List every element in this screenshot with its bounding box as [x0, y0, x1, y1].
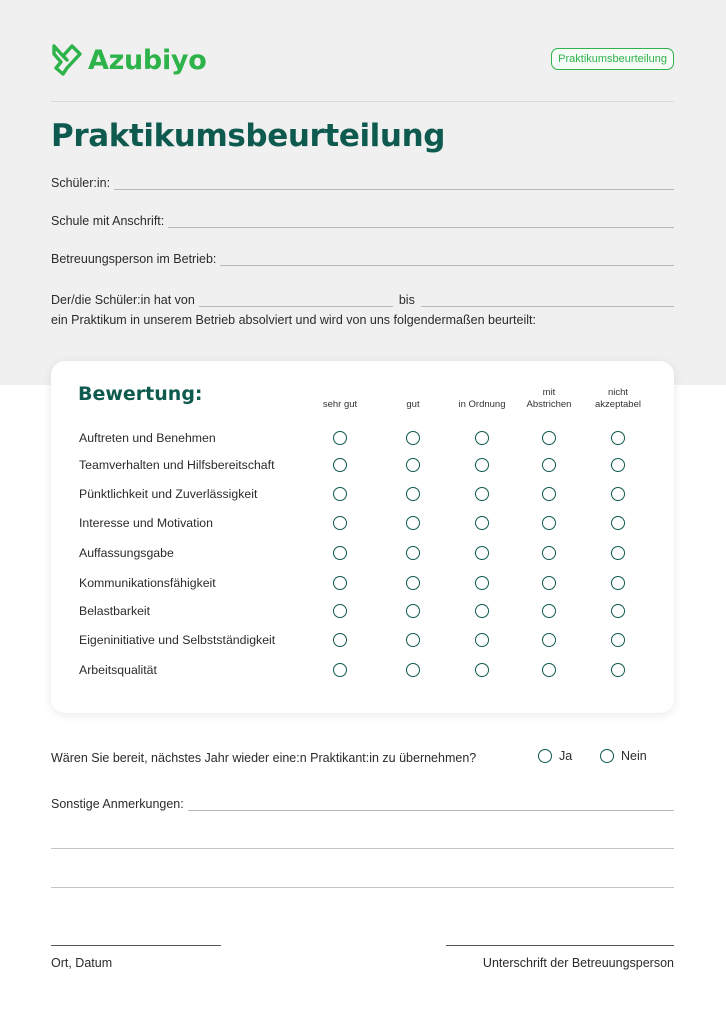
rating-radio[interactable] — [611, 604, 625, 618]
rehire-no-label: Nein — [621, 749, 647, 763]
rating-radio[interactable] — [333, 633, 347, 647]
rating-radio[interactable] — [611, 576, 625, 590]
remarks-input-line-3[interactable] — [51, 887, 674, 888]
rating-radio[interactable] — [406, 516, 420, 530]
period-from-input-line[interactable] — [199, 294, 393, 307]
rating-radio[interactable] — [475, 516, 489, 530]
rating-column-header-line2: Abstrichen — [526, 399, 572, 410]
rating-radio[interactable] — [611, 431, 625, 445]
rating-criterion-label: Teamverhalten und Hilfsbereitschaft — [79, 458, 275, 472]
rating-radio[interactable] — [542, 516, 556, 530]
rating-radio[interactable] — [333, 487, 347, 501]
rating-column-header-line1: nicht — [607, 387, 629, 398]
rating-radio[interactable] — [475, 458, 489, 472]
period-from-label: Der/die Schüler:in hat von — [51, 293, 195, 307]
rating-column-header-line2: sehr gut — [322, 399, 358, 410]
rating-radio[interactable] — [475, 663, 489, 677]
rating-radio[interactable] — [542, 604, 556, 618]
rating-radio[interactable] — [333, 663, 347, 677]
supervisor-label: Betreuungsperson im Betrieb: — [51, 252, 217, 266]
rating-criterion-label: Kommunikationsfähigkeit — [79, 576, 216, 590]
rating-radio[interactable] — [542, 431, 556, 445]
period-to-input-line[interactable] — [421, 294, 674, 307]
rating-radio[interactable] — [475, 604, 489, 618]
azubiyo-logo-icon — [51, 42, 83, 78]
rehire-yes-option[interactable] — [538, 749, 572, 763]
rating-radio[interactable] — [475, 633, 489, 647]
rating-column-header-line1: mit — [542, 387, 556, 398]
rating-radio[interactable] — [475, 487, 489, 501]
rating-radio[interactable] — [475, 546, 489, 560]
header-divider — [51, 101, 674, 102]
rating-column-header-line1 — [378, 387, 448, 399]
rating-radio[interactable] — [542, 633, 556, 647]
supervisor-input-line[interactable] — [220, 253, 674, 266]
rating-column-header-line1 — [447, 387, 517, 399]
rating-title: Bewertung: — [78, 383, 203, 405]
rating-card — [51, 361, 674, 713]
rating-column-header-line2: akzeptabel — [595, 399, 641, 410]
rating-criterion-label: Arbeitsqualität — [79, 663, 157, 677]
signature-line[interactable] — [446, 945, 674, 946]
school-label: Schule mit Anschrift: — [51, 214, 165, 228]
rating-column-header — [378, 387, 448, 411]
rating-radio[interactable] — [333, 431, 347, 445]
supervisor-field[interactable] — [51, 252, 674, 266]
remarks-label: Sonstige Anmerkungen: — [51, 797, 184, 811]
rating-column-header-line2: in Ordnung — [458, 399, 506, 410]
rating-radio[interactable] — [542, 576, 556, 590]
student-label: Schüler:in: — [51, 176, 111, 190]
rating-column-header-line1 — [305, 387, 375, 399]
rehire-no-radio[interactable] — [600, 749, 614, 763]
remarks-field[interactable] — [51, 797, 674, 811]
school-field[interactable] — [51, 214, 674, 228]
rating-radio[interactable] — [611, 516, 625, 530]
rating-radio[interactable] — [611, 487, 625, 501]
signature-label: Unterschrift der Betreuungsperson — [482, 956, 674, 970]
rating-radio[interactable] — [406, 431, 420, 445]
rating-radio[interactable] — [333, 458, 347, 472]
rating-radio[interactable] — [406, 546, 420, 560]
rating-radio[interactable] — [611, 458, 625, 472]
rating-radio[interactable] — [333, 546, 347, 560]
period-to-label: bis — [398, 293, 415, 307]
rating-radio[interactable] — [406, 604, 420, 618]
rating-criterion-label: Eigeninitiative und Selbstständigkeit — [79, 633, 276, 647]
rating-criterion-label: Auftreten und Benehmen — [79, 431, 216, 445]
rating-criterion-label: Pünktlichkeit und Zuverlässigkeit — [79, 487, 258, 501]
rehire-yes-label: Ja — [559, 749, 573, 763]
rating-radio[interactable] — [542, 546, 556, 560]
place-date-label: Ort, Datum — [51, 956, 113, 970]
student-field[interactable] — [51, 176, 674, 190]
rating-column-header — [514, 387, 584, 411]
school-input-line[interactable] — [168, 215, 674, 228]
internship-period — [51, 293, 674, 327]
rating-column-header-line2: gut — [406, 399, 420, 410]
remarks-input-line-2[interactable] — [51, 848, 674, 849]
rating-radio[interactable] — [406, 633, 420, 647]
rating-criterion-label: Belastbarkeit — [79, 604, 151, 618]
rating-radio[interactable] — [542, 663, 556, 677]
rehire-no-option[interactable] — [600, 749, 647, 763]
rating-radio[interactable] — [406, 458, 420, 472]
rating-radio[interactable] — [611, 546, 625, 560]
rating-radio[interactable] — [333, 576, 347, 590]
rating-column-header — [583, 387, 653, 411]
rating-radio[interactable] — [542, 487, 556, 501]
period-continuation: ein Praktikum in unserem Betrieb absolviert und wird von uns folgendermaßen beurteilt: — [51, 313, 536, 327]
rehire-question: Wären Sie bereit, nächstes Jahr wieder eine:n Praktikant:in zu übernehmen? — [51, 751, 477, 765]
rehire-yes-radio[interactable] — [538, 749, 552, 763]
rating-radio[interactable] — [475, 576, 489, 590]
azubiyo-logo — [51, 42, 206, 78]
rating-radio[interactable] — [406, 663, 420, 677]
student-input-line[interactable] — [114, 177, 674, 190]
brand-name: Azubiyo — [88, 44, 207, 76]
rating-radio[interactable] — [475, 431, 489, 445]
rating-radio[interactable] — [406, 487, 420, 501]
rating-radio[interactable] — [333, 516, 347, 530]
document-tag: Praktikumsbeurteilung — [551, 48, 674, 70]
rating-radio[interactable] — [406, 576, 420, 590]
place-date-line[interactable] — [51, 945, 221, 946]
rating-criterion-label: Auffassungsgabe — [79, 546, 174, 560]
rating-radio[interactable] — [611, 633, 625, 647]
rating-radio[interactable] — [333, 604, 347, 618]
rating-radio[interactable] — [611, 663, 625, 677]
rating-column-header — [447, 387, 517, 411]
remarks-input-line-1[interactable] — [188, 798, 674, 811]
rating-criterion-label: Interesse und Motivation — [79, 516, 213, 530]
page-title: Praktikumsbeurteilung — [51, 118, 446, 154]
rating-radio[interactable] — [542, 458, 556, 472]
rating-column-header — [305, 387, 375, 411]
